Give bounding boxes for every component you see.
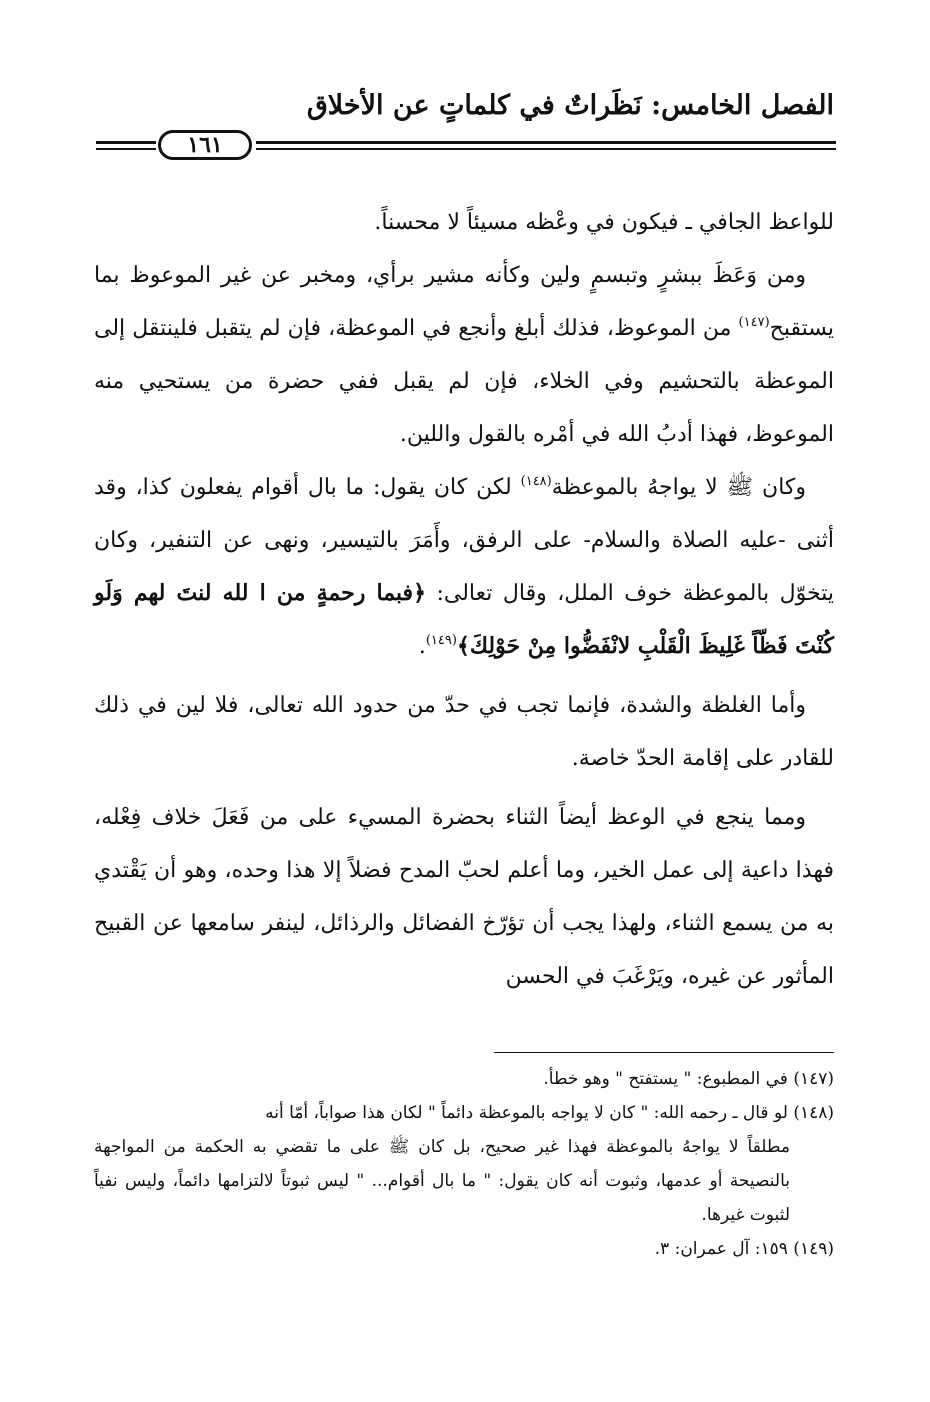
header-rule [96, 130, 836, 166]
footnote-separator [494, 1052, 834, 1053]
header-rule-line [96, 141, 156, 144]
footnote-148: (١٤٨) لو قال ـ رحمه الله: " كان لا يواجه بالموعظة دائماً " لكان هذا صواباً، أمّا أنه [265, 1103, 834, 1123]
paragraph-text: وكان ﷺ لا يواجهُ بالموعظة [551, 475, 806, 500]
header-rule-line [256, 148, 836, 150]
footnote-149: (١٤٩) ١٥٩: آل عمران: ٣. [654, 1239, 834, 1259]
footnote-ref-147: (١٤٧) [738, 315, 770, 330]
paragraph-text: . [418, 634, 426, 659]
paragraph: للواعظ الجافي ـ فيكون في وعْظه مسيئاً لا محسناً. [374, 210, 834, 235]
page-number: ١٦١ [158, 130, 252, 160]
quran-verse: ﴿فبما رحمةٍ من ا لله لنتَ لهم وَلَو كُنْتَ فَظّاً غَلِيظَ الْقَلْبِ لانْفَضُّوا مِنْ حَوْلِكَ﴾ [94, 580, 834, 659]
paragraph: وأما الغلظة والشدة، فإنما تجب في حدّ من حدود الله تعالى، فلا لين في ذلك للقادر على إقامة الحدّ خاصة. [94, 693, 834, 771]
footnote-148-continued: مطلقاً لا يواجهُ بالموعظة فهذا غير صحيح، بل كان ﷺ على ما تقضي به الحكمة من المواجهة بالنصيحة أو عدمها، وثبوت أنه كان يقول: " ما بال أقوام... " ليس ثبوتاً لالتزامها دائماً، وليس نفياً لثبوت غيرها. [94, 1137, 790, 1225]
paragraph-text: من الموعوظ، فذلك أبلغ وأنجع في الموعظة، فإن لم يتقبل فلينتقل إلى الموعظة بالتحشيم وفي الخلاء، فإن لم يقبل ففي حضرة من يستحيي منه الموعوظ، فهذا أدبُ الله في أمْره بالقول واللين. [94, 316, 834, 447]
paragraph [94, 249, 834, 461]
footnote-ref-149: (١٤٩) [425, 633, 457, 648]
paragraph-text: لكن كان يقول: ما بال أقوام يفعلون كذا، وقد أثنى -عليه الصلاة والسلام- على الرفق، وأَمَرَ بالتيسير، ونهى عن التنفير، وكان يتخوّل بالموعظة خوف الملل، وقال تعالى: [94, 475, 834, 606]
footnote-ref-148: (١٤٨) [520, 474, 552, 489]
paragraph: ومما ينجع في الوعظ أيضاً الثناء بحضرة المسيء على من فَعَلَ خلاف فِعْله، فهذا داعية إلى عمل الخير، وما أعلم لحبّ المدح فضلاً إلا هذا وحده، وهو أن يَقْتدي به من يسمع الثناء، ولهذا يجب أن تؤرّخ الفضائل والرذائل، لينفر سامعها عن القبيح المأثور عن غيره، ويَرْغَبَ في الحسن [94, 805, 834, 989]
footnotes [94, 1062, 834, 1266]
header-rule-line [96, 148, 156, 150]
paragraph-text: ومن وَعَظَ ببشرٍ وتبسمٍ ولين وكأنه مشير برأي، ومخبر عن غير الموعوظ بما يستقبح [94, 263, 834, 341]
main-text [94, 196, 834, 1003]
footnote-147: (١٤٧) في المطبوع: " يستفتح " وهو خطأ. [543, 1069, 834, 1089]
header-rule-line [256, 141, 836, 144]
chapter-title: الفصل الخامس: نَظَراتٌ في كلماتٍ عن الأخلاق [306, 90, 834, 121]
paragraph [94, 461, 834, 673]
